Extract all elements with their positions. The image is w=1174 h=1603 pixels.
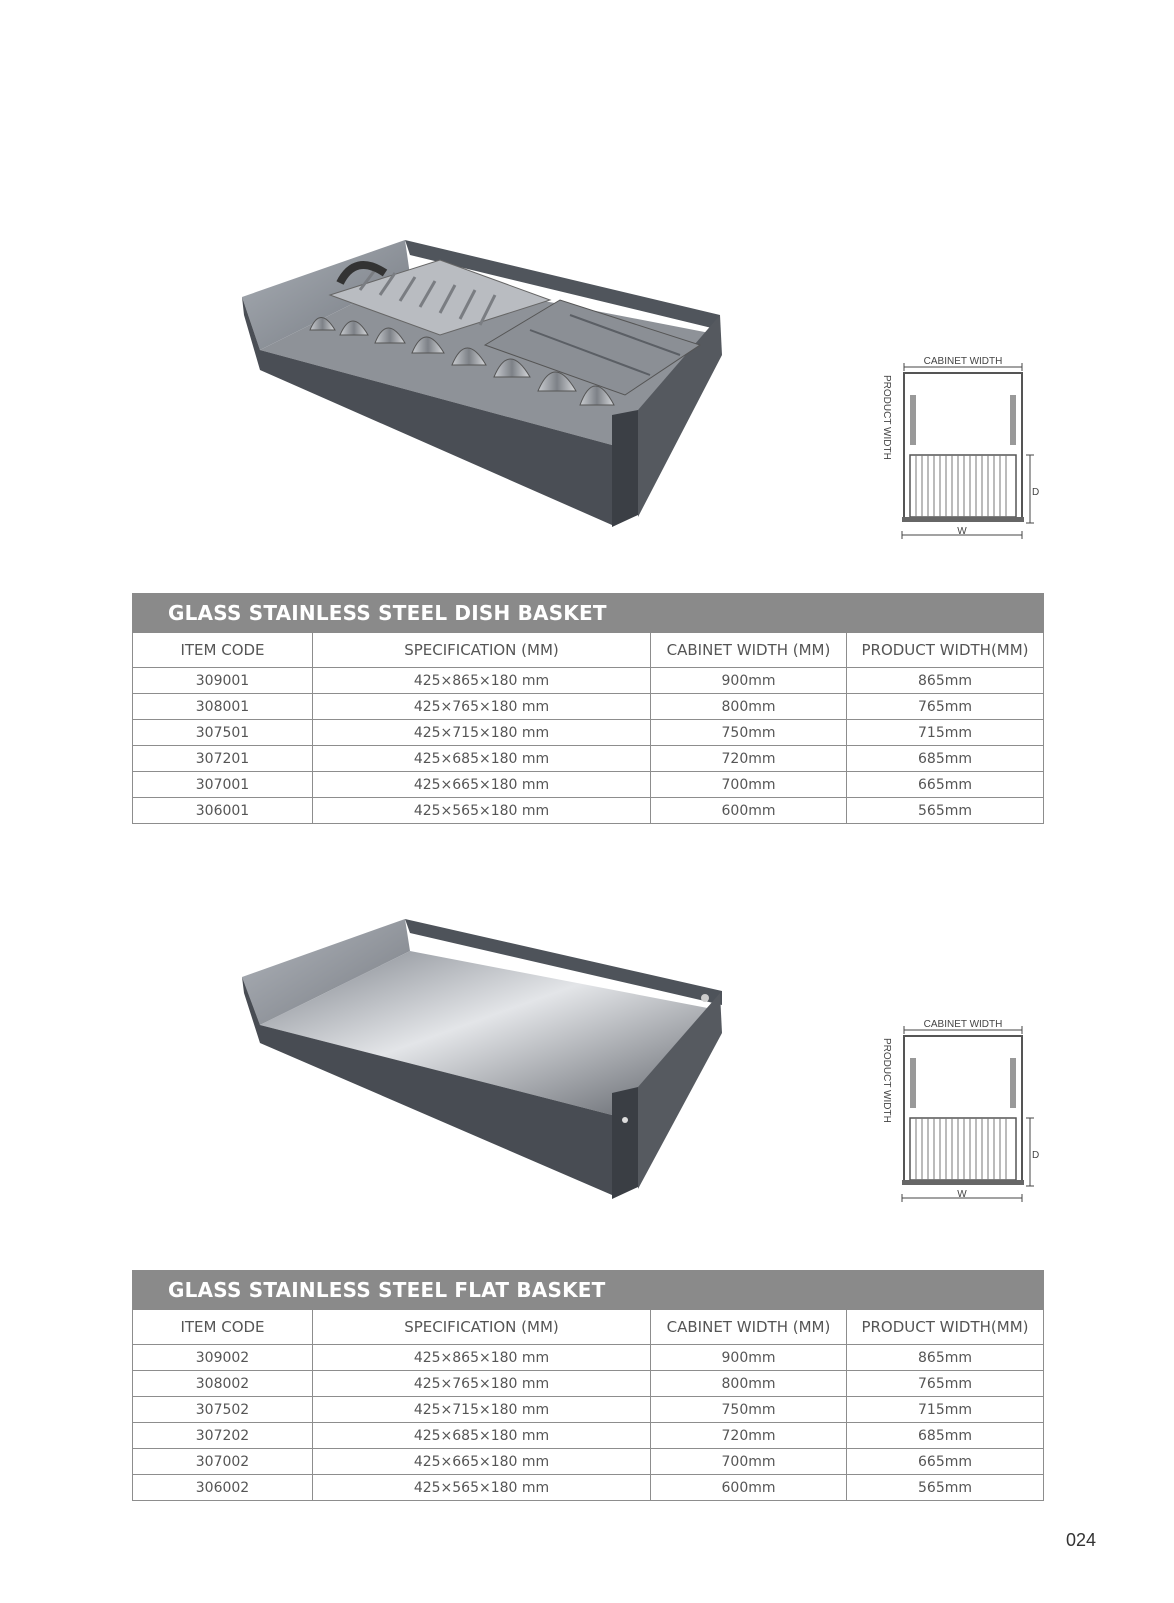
width-label: W	[957, 526, 967, 537]
product-width-label: PRODUCT WIDTH	[881, 1038, 892, 1123]
cabinet-width-cell: 600mm	[651, 1475, 847, 1501]
cabinet-width-label: CABINET WIDTH	[923, 356, 1003, 367]
product-width-cell: 565mm	[847, 1475, 1044, 1501]
product-width-cell: 685mm	[847, 746, 1044, 772]
width-label: W	[957, 1189, 967, 1200]
dish-basket-dimension-diagram	[872, 355, 1052, 550]
column-header-specification: SPECIFICATION (MM)	[313, 1310, 651, 1345]
column-header-cabinet-width: CABINET WIDTH (MM)	[651, 1310, 847, 1345]
table-row	[133, 772, 1044, 798]
product-width-cell: 665mm	[847, 1449, 1044, 1475]
specification-cell: 425×865×180 mm	[313, 1345, 651, 1371]
section-title: GLASS STAINLESS STEEL FLAT BASKET	[133, 1271, 1044, 1310]
cabinet-width-cell: 900mm	[651, 668, 847, 694]
table-row	[133, 1449, 1044, 1475]
table-row	[133, 1397, 1044, 1423]
item-code-cell: 307201	[133, 746, 313, 772]
cabinet-width-cell: 720mm	[651, 1423, 847, 1449]
product-width-cell: 865mm	[847, 1345, 1044, 1371]
table-row	[133, 694, 1044, 720]
flat-basket-dimension-diagram	[872, 1018, 1052, 1213]
table-row	[133, 720, 1044, 746]
cabinet-width-cell: 720mm	[651, 746, 847, 772]
column-header-product-width: PRODUCT WIDTH(MM)	[847, 1310, 1044, 1345]
table-row	[133, 668, 1044, 694]
item-code-cell: 308002	[133, 1371, 313, 1397]
specification-cell: 425×715×180 mm	[313, 720, 651, 746]
product-width-cell: 685mm	[847, 1423, 1044, 1449]
cabinet-width-cell: 750mm	[651, 720, 847, 746]
page-number: 024	[1065, 1530, 1096, 1550]
product-width-cell: 715mm	[847, 1397, 1044, 1423]
item-code-cell: 307202	[133, 1423, 313, 1449]
table-row	[133, 1423, 1044, 1449]
item-code-cell: 307501	[133, 720, 313, 746]
depth-label: D	[1032, 487, 1040, 498]
specification-cell: 425×715×180 mm	[313, 1397, 651, 1423]
product-width-cell: 765mm	[847, 1371, 1044, 1397]
product-width-cell: 865mm	[847, 668, 1044, 694]
dish-basket-photo	[240, 235, 740, 540]
item-code-cell: 306002	[133, 1475, 313, 1501]
flat-basket-spec-table	[132, 1270, 1044, 1501]
specification-cell: 425×565×180 mm	[313, 798, 651, 824]
product-width-label: PRODUCT WIDTH	[881, 375, 892, 460]
specification-cell: 425×765×180 mm	[313, 1371, 651, 1397]
column-header-product-width: PRODUCT WIDTH(MM)	[847, 633, 1044, 668]
specification-cell: 425×665×180 mm	[313, 1449, 651, 1475]
table-row	[133, 1475, 1044, 1501]
cabinet-width-label: CABINET WIDTH	[923, 1019, 1003, 1030]
cabinet-width-cell: 900mm	[651, 1345, 847, 1371]
cabinet-width-cell: 600mm	[651, 798, 847, 824]
cabinet-width-cell: 750mm	[651, 1397, 847, 1423]
item-code-cell: 309002	[133, 1345, 313, 1371]
item-code-cell: 309001	[133, 668, 313, 694]
column-header-item-code: ITEM CODE	[133, 1310, 313, 1345]
table-row	[133, 1371, 1044, 1397]
cabinet-width-cell: 800mm	[651, 694, 847, 720]
item-code-cell: 306001	[133, 798, 313, 824]
product-width-cell: 715mm	[847, 720, 1044, 746]
cabinet-width-cell: 700mm	[651, 1449, 847, 1475]
table-row	[133, 1345, 1044, 1371]
cabinet-width-cell: 800mm	[651, 1371, 847, 1397]
cabinet-width-cell: 700mm	[651, 772, 847, 798]
item-code-cell: 307001	[133, 772, 313, 798]
item-code-cell: 307002	[133, 1449, 313, 1475]
table-row	[133, 746, 1044, 772]
column-header-item-code: ITEM CODE	[133, 633, 313, 668]
depth-label: D	[1032, 1150, 1040, 1161]
table-row	[133, 798, 1044, 824]
column-header-specification: SPECIFICATION (MM)	[313, 633, 651, 668]
specification-cell: 425×765×180 mm	[313, 694, 651, 720]
specification-cell: 425×685×180 mm	[313, 1423, 651, 1449]
dish-basket-spec-table	[132, 593, 1044, 824]
specification-cell: 425×865×180 mm	[313, 668, 651, 694]
specification-cell: 425×565×180 mm	[313, 1475, 651, 1501]
column-header-cabinet-width: CABINET WIDTH (MM)	[651, 633, 847, 668]
item-code-cell: 308001	[133, 694, 313, 720]
specification-cell: 425×665×180 mm	[313, 772, 651, 798]
flat-basket-photo	[240, 915, 740, 1215]
item-code-cell: 307502	[133, 1397, 313, 1423]
product-width-cell: 565mm	[847, 798, 1044, 824]
specification-cell: 425×685×180 mm	[313, 746, 651, 772]
product-width-cell: 665mm	[847, 772, 1044, 798]
product-width-cell: 765mm	[847, 694, 1044, 720]
section-title: GLASS STAINLESS STEEL DISH BASKET	[133, 594, 1044, 633]
